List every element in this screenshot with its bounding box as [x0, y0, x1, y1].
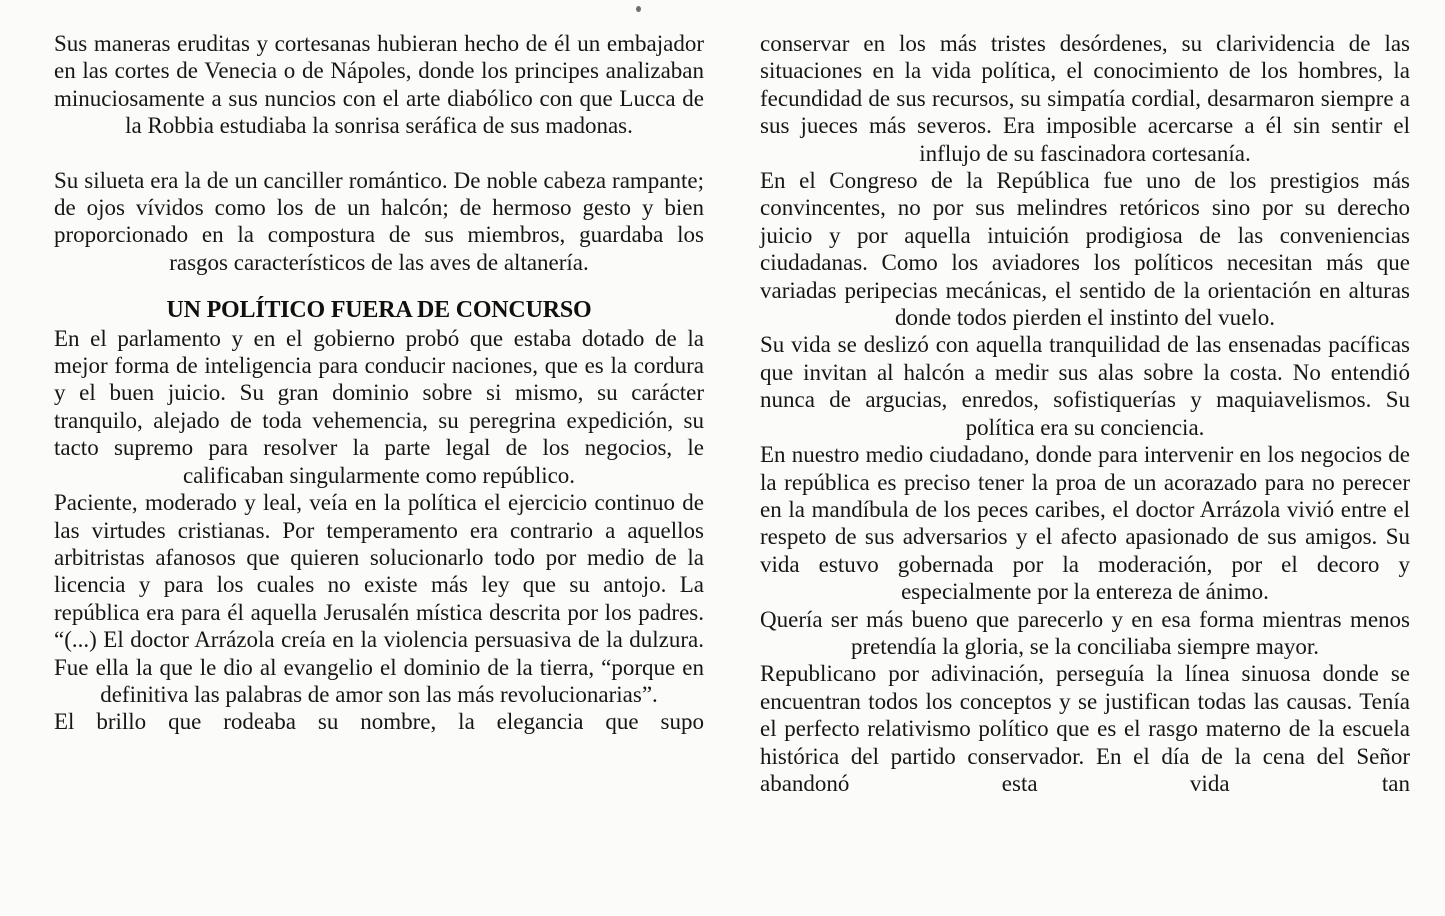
left-column: [54, 30, 704, 916]
paragraph: El brillo que rodeaba su nombre, la elegancia que supo: [54, 709, 704, 735]
scan-artifact-dot: [636, 6, 641, 12]
right-column: [760, 30, 1410, 916]
paragraph: Sus maneras eruditas y cortesanas hubieran hecho de él un embajador en las cortes de Venecia o de Nápoles, donde los principes analizaban minuciosamente a sus nuncios con el arte diabólico con que Lucca de la Robbia estudiaba la sonrisa seráfica de sus madonas.: [54, 31, 704, 139]
paragraph: conservar en los más tristes desórdenes, su clarividencia de las situaciones en la vida política, el conocimiento de los hombres, la fecundidad de sus recursos, su simpatía cordial, desarmaron siempre a sus jueces más severos. Era imposible acercarse a él sin sentir el influjo de su fascinadora cortesanía.: [760, 31, 1410, 166]
paragraph: Su vida se deslizó con aquella tranquilidad de las ensenadas pacíficas que invitan al halcón a medir sus alas sobre la costa. No entendió nunca de argucias, enredos, sofistiquerías y maquiavelismos. Su política era su conciencia.: [760, 332, 1410, 440]
paragraph: Quería ser más bueno que parecerlo y en esa forma mientras menos pretendía la gloria, se la conciliaba siempre mayor.: [760, 606, 1410, 659]
paragraph: Republicano por adivinación, perseguía la línea sinuosa donde se encuentran todos los conceptos y se justifican todas las causas. Tenía el perfecto relativismo político que es el rasgo materno de la escuela histórica del partido conservador. En el día de la cena del Señor abandonó esta vida tan: [760, 661, 1410, 796]
paragraph: Paciente, moderado y leal, veía en la política el ejercicio continuo de las virtudes cristianas. Por temperamento era contrario a aquellos arbitristas afanosos que quieren solucionarlo todo por medio de la licencia y para los cuales no existe más ley que su antojo. La república era para él aquella Jerusalén mística descrita por los padres. “(...) El doctor Arrázola creía en la violencia persuasiva de la dulzura. Fue ella la que le dio al evangelio el dominio de la tierra, “porque en definitiva las palabras de amor son las más revolucionarias”.: [54, 490, 704, 707]
paragraph: En el parlamento y en el gobierno probó que estaba dotado de la mejor forma de inteligencia para conducir naciones, que es la cordura y el buen juicio. Su gran dominio sobre si mismo, su carácter tranquilo, alejado de toda vehemencia, su peregrina expedición, su tacto supremo para resolver la parte legal de los negocios, le calificaban singularmente como repúblico.: [54, 325, 704, 488]
section-heading: UN POLÍTICO FUERA DE CONCURSO: [166, 297, 592, 324]
paragraph: En el Congreso de la República fue uno de los prestigios más convincentes, no por sus melindres retóricos sino por su derecho juicio y por aquella intuición prodigiosa de las conveniencias ciudadanas. Como los aviadores los políticos necesitan más que variadas peripecias mecánicas, el sentido de la orientación en alturas donde todos pierden el instinto del vuelo.: [760, 168, 1410, 331]
paragraph: Su silueta era la de un canciller romántico. De noble cabeza rampante; de ojos vívidos como los de un halcón; de hermoso gesto y bien proporcionado en la compostura de sus miembros, guardaba los rasgos característicos de las aves de altanería.: [54, 167, 704, 275]
paragraph: En nuestro medio ciudadano, donde para intervenir en los negocios de la república es preciso tener la proa de un acorazado para no perecer en la mandíbula de los peces caribes, el doctor Arrázola vivió entre el respeto de sus adversarios y el afecto apasionado de sus amigos. Su vida estuvo gobernada por la moderación, por el decoro y especialmente por la entereza de ánimo.: [760, 442, 1410, 605]
